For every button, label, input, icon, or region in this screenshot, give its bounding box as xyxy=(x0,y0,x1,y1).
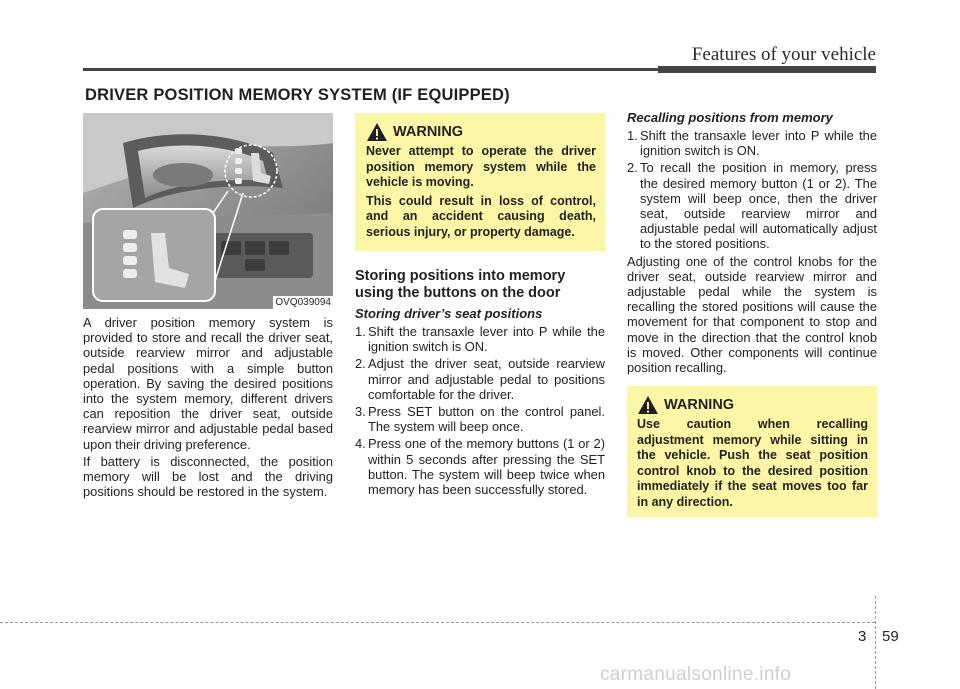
list-item xyxy=(355,324,605,354)
step-text: Shift the transaxle lever into P while the ignition switch is ON. xyxy=(368,324,605,355)
figure-code: OVQ039094 xyxy=(275,297,331,308)
door-panel-figure xyxy=(83,113,333,309)
warning-heading xyxy=(637,395,868,415)
storing-section xyxy=(355,268,605,499)
warning-box-recalling xyxy=(627,386,877,517)
step-text: To recall the position in memory, press the desired memory button (1 or 2). The system will beep once, then the driver seat, outside rearview mirror and adjustable pedal will automatically adjust to the stored positions. xyxy=(640,160,877,252)
step-text: Adjust the driver seat, outside rearview mirror and adjustable pedal to positions comfortable for the driver. xyxy=(368,356,605,402)
step-text: Press one of the memory buttons (1 or 2) within 5 seconds after pressing the SET button. The system will beep twice when memory has been successfully stored. xyxy=(368,436,605,498)
warning-title: WARNING xyxy=(664,397,735,413)
step-number: 4. xyxy=(355,436,366,452)
warning-title: WARNING xyxy=(393,124,464,140)
warning-text: This could result in loss of control, and an accident causing death, serious injury, or property damage. xyxy=(366,193,596,239)
step-number: 3. xyxy=(355,404,366,420)
step-number: 2. xyxy=(627,160,638,176)
warning-text: Use caution when recalling adjustment memory while sitting in the vehicle. Push the seat position control knob to the desired position immediately if the seat moves too far in any direction. xyxy=(637,417,868,509)
intro-paragraph: If battery is disconnected, the position memory will be lost and the driving positions should be restored in the system. xyxy=(83,453,333,500)
warning-heading xyxy=(366,122,596,142)
storing-heading: Storing positions into memory using the buttons on the door xyxy=(355,268,566,301)
step-number: 2. xyxy=(355,356,366,372)
list-item xyxy=(627,160,877,251)
intro-paragraph: A driver position memory system is provided to store and recall the driver seat, outside rearview mirror and adjustable pedal positions with a simple button operation. By saving the desired positions into the system memory, different drivers can reposition the driver seat, outside rearview mirror and adjustable pedal based upon their driving preference. xyxy=(83,315,333,452)
list-item xyxy=(355,356,605,402)
running-header-title: Features of your vehicle xyxy=(691,44,876,65)
recalling-steps xyxy=(627,128,877,252)
header-accent-bar xyxy=(658,66,876,73)
warning-triangle-icon xyxy=(637,395,659,415)
page-number: 59 xyxy=(882,628,899,645)
warning-triangle-icon xyxy=(366,122,388,142)
footer-rule xyxy=(0,622,875,623)
storing-subheading: Storing driver’s seat positions xyxy=(355,306,543,321)
list-item xyxy=(355,404,605,434)
door-panel-illustration xyxy=(83,113,333,309)
list-item xyxy=(627,128,877,158)
watermark: carmanualsonline.info xyxy=(600,664,792,685)
step-number: 1. xyxy=(627,128,638,143)
step-text: Shift the transaxle lever into P while the ignition switch is ON. xyxy=(640,128,877,159)
warning-text: Never attempt to operate the driver position memory system while the vehicle is moving. xyxy=(366,144,596,189)
recalling-subheading: Recalling positions from memory xyxy=(627,110,833,125)
section-heading: DRIVER POSITION MEMORY SYSTEM (IF EQUIPPED) xyxy=(85,86,510,104)
warning-box-operation xyxy=(355,113,605,251)
footer-divider xyxy=(875,596,876,689)
recalling-note: Adjusting one of the control knobs for the driver seat, outside rearview mirror and adjustable pedal while the system is recalling the stored positions will cause the movement for that component to stop and move in the direction that the control knob is moved. Other components will continue position recalling. xyxy=(627,253,877,376)
intro-text xyxy=(83,315,333,501)
step-text: Press SET button on the control panel. The system will beep once. xyxy=(368,404,605,435)
step-number: 1. xyxy=(355,324,366,339)
storing-steps xyxy=(355,324,605,497)
list-item xyxy=(355,436,605,497)
recalling-section xyxy=(627,110,877,375)
chapter-number: 3 xyxy=(858,628,867,645)
